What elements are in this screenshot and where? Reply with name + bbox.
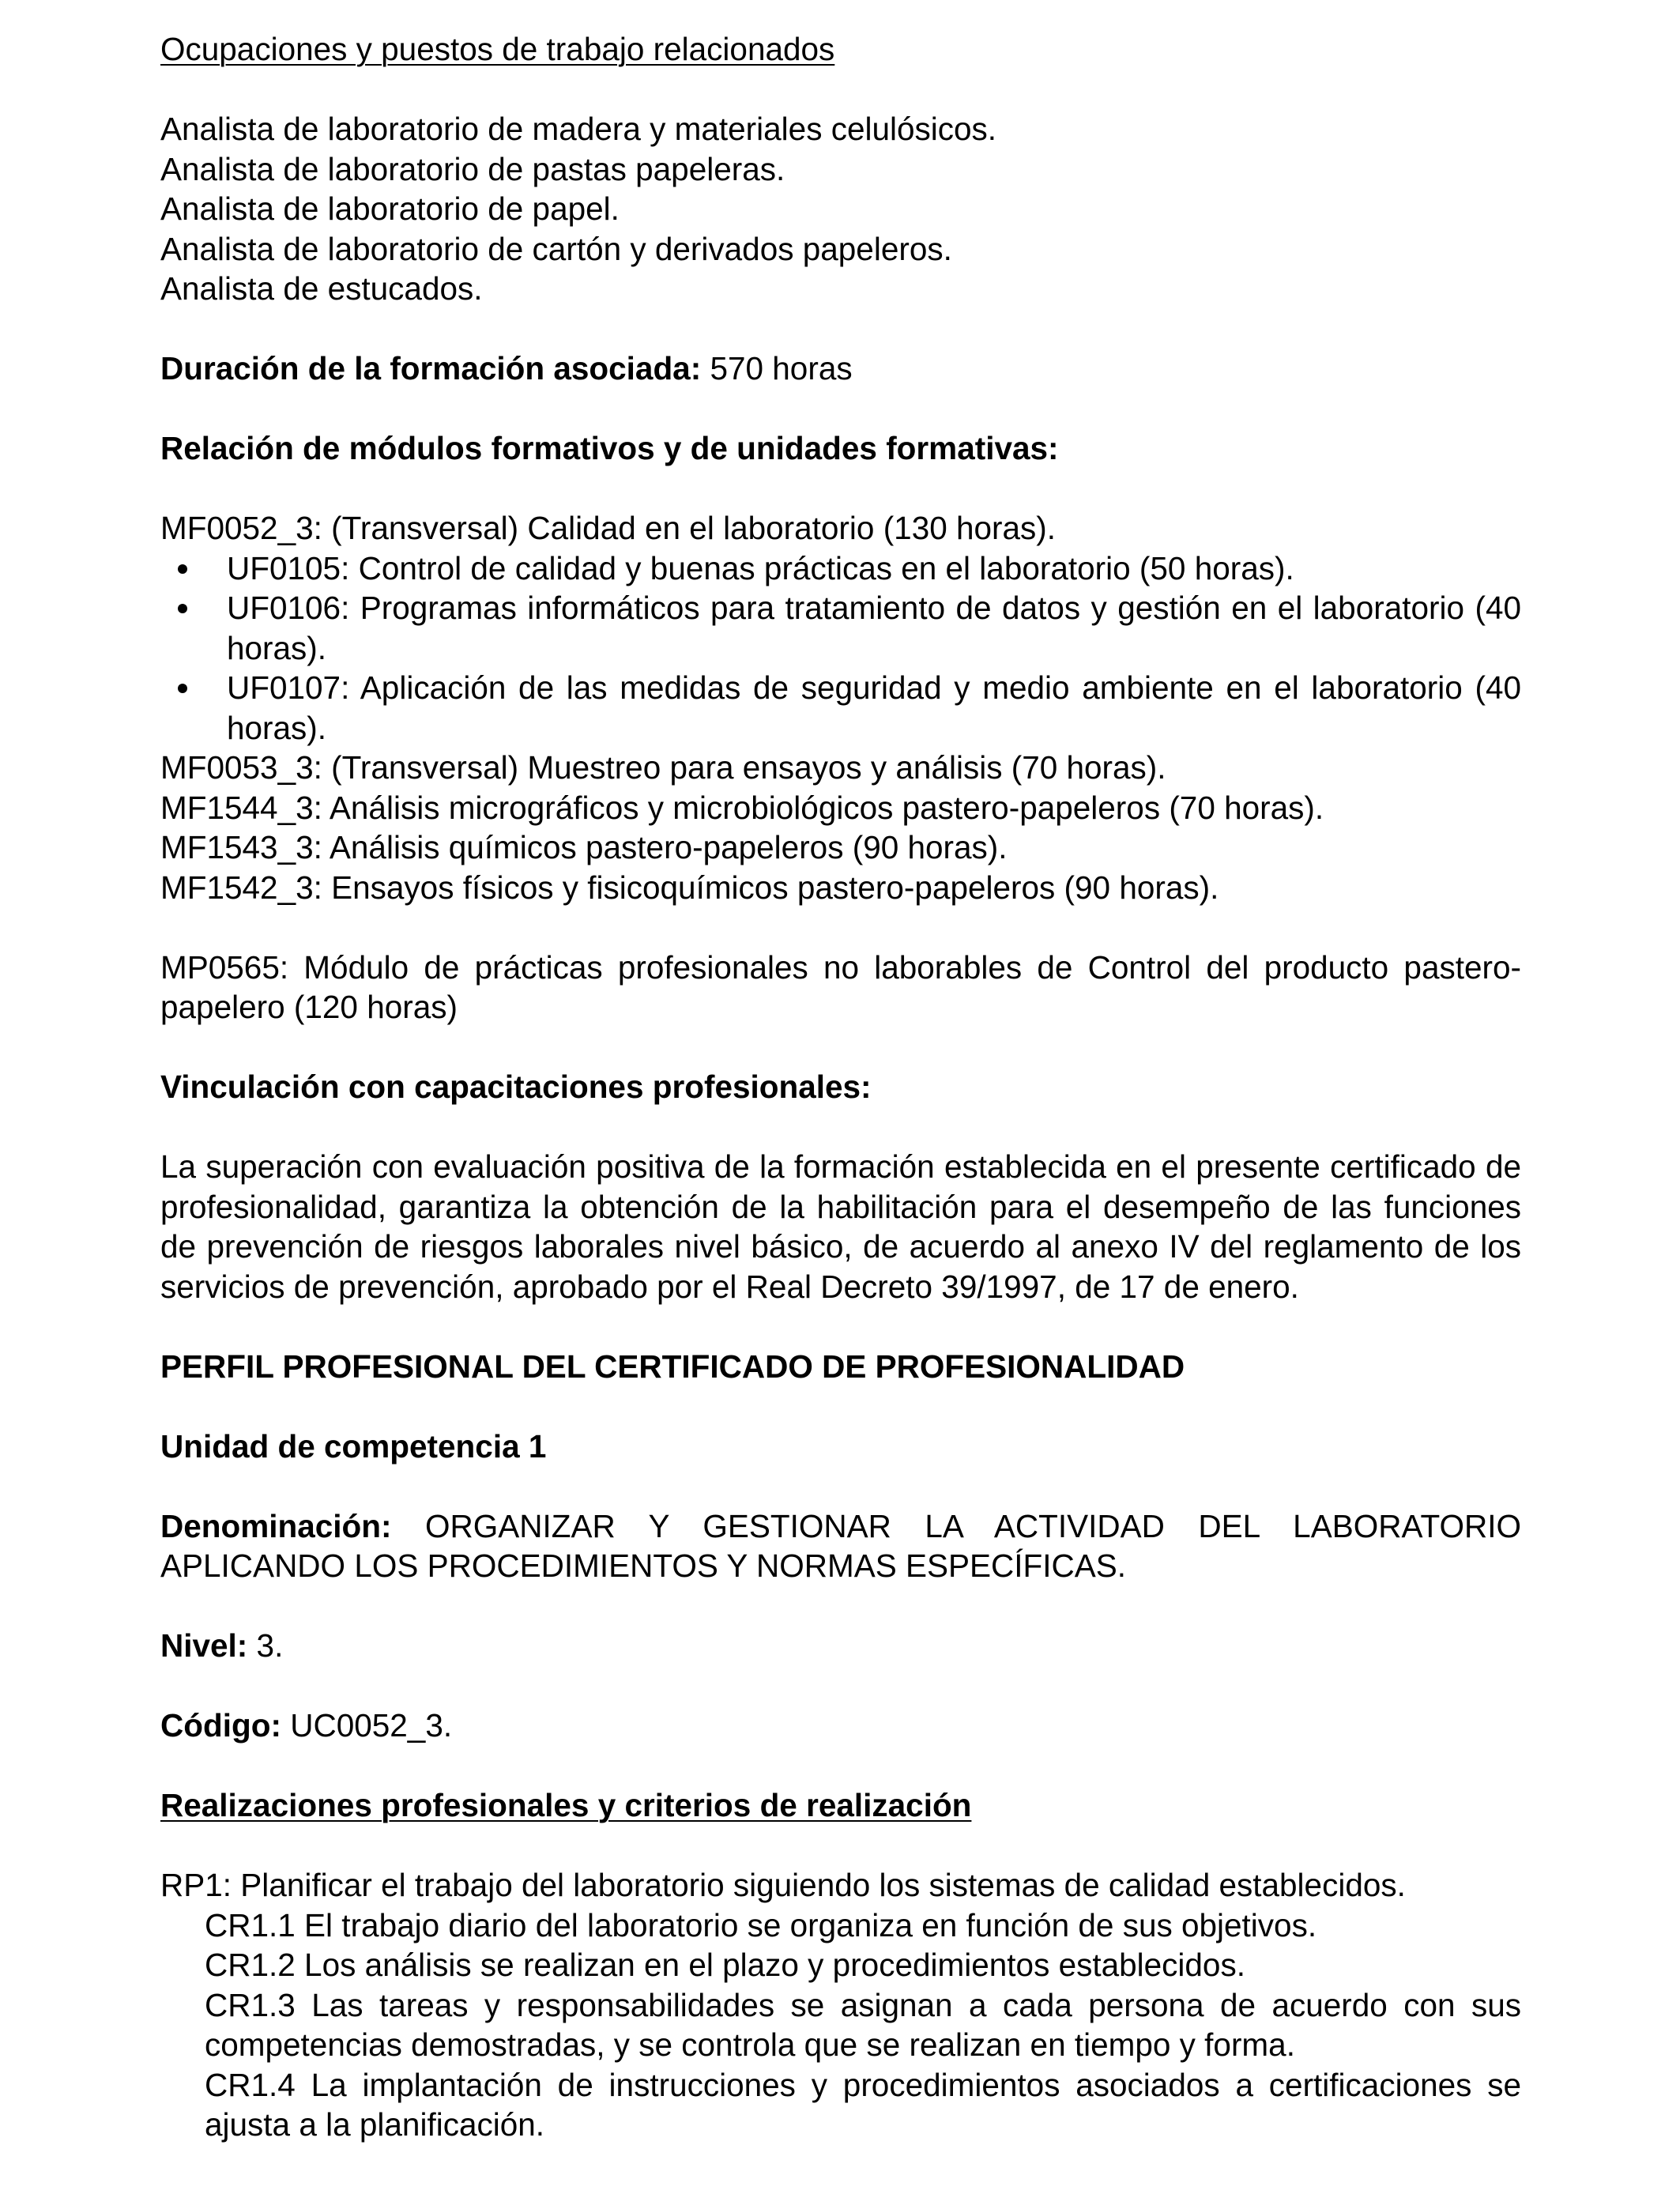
duration-value: 570 horas [701,350,853,386]
denomination-label: Denominación: [160,1507,392,1544]
denomination-value: ORGANIZAR Y GESTIONAR LA ACTIVIDAD DEL LABORATORIO APLICANDO LOS PROCEDIMIENTOS Y NORMAS ESPECÍFICAS. [160,1507,1521,1584]
rp1-text: RP1: Planificar el trabajo del laboratorio siguiendo los sistemas de calidad establecidos. [160,1867,1406,1903]
module-mf0052: MF0052_3: (Transversal) Calidad en el laboratorio (130 horas). [160,510,1057,546]
duration-line [160,349,1521,389]
denomination-line [160,1506,1521,1586]
units-list [160,548,1521,748]
realizations-heading: Realizaciones profesionales y criterios de realización [160,1787,972,1823]
document-page [160,29,1521,2145]
module-item: MF1544_3: Análisis micrográficos y microbiológicos pastero-papeleros (70 horas). [160,789,1324,826]
module-item: MF1542_3: Ensayos físicos y fisicoquímicos pastero-papeleros (90 horas). [160,869,1219,906]
linkage-text: La superación con evaluación positiva de la formación establecida en el presente certificado de profesionalidad, garantiza la obtención de la habilitación para el desempeño de las funciones de prevención de riesgos laborales nivel básico, de acuerdo al anexo IV del reglamento de los servicios de prevención, aprobado por el Real Decreto 39/1997, de 17 de enero. [160,1148,1521,1305]
criterion-item: CR1.2 Los análisis se realizan en el plazo y procedimientos establecidos. [205,1947,1245,1983]
modules-heading: Relación de módulos formativos y de unidades formativas: [160,430,1059,466]
code-label: Código: [160,1707,281,1744]
level-line [160,1626,1521,1666]
bullet-icon [178,564,187,574]
module-item: MF1543_3: Análisis químicos pastero-papeleros (90 horas). [160,829,1008,865]
occupation-item: Analista de laboratorio de cartón y derivados papeleros. [160,230,952,267]
unit-item [160,668,1521,748]
unit-item [160,548,1521,589]
bullet-icon [178,604,187,613]
occupation-item: Analista de laboratorio de madera y materiales celulósicos. [160,111,997,147]
occupation-item: Analista de laboratorio de pastas papeleras. [160,150,785,187]
occupation-item: Analista de estucados. [160,270,483,307]
unit-text: UF0106: Programas informáticos para tratamiento de datos y gestión en el laboratorio (40 horas). [227,590,1521,666]
occupation-item: Analista de laboratorio de papel. [160,190,620,227]
profile-heading: PERFIL PROFESIONAL DEL CERTIFICADO DE PROFESIONALIDAD [160,1348,1185,1385]
code-line [160,1706,1521,1746]
duration-label: Duración de la formación asociada: [160,350,702,386]
practice-module: MP0565: Módulo de prácticas profesionales no laborables de Control del producto pastero-papelero (120 horas) [160,948,1521,1025]
level-value: 3. [247,1627,284,1664]
occupations-heading: Ocupaciones y puestos de trabajo relacionados [160,31,835,67]
unit-item [160,588,1521,668]
criterion-item: CR1.4 La implantación de instrucciones y procedimientos asociados a certificaciones se ajusta a la planificación. [205,2066,1521,2143]
module-item: MF0053_3: (Transversal) Muestreo para ensayos y análisis (70 horas). [160,749,1166,786]
linkage-heading: Vinculación con capacitaciones profesionales: [160,1069,872,1105]
occupations-list [160,109,1521,309]
code-value: UC0052_3. [281,1707,453,1744]
level-label: Nivel: [160,1627,248,1664]
unit-text: UF0105: Control de calidad y buenas prácticas en el laboratorio (50 horas). [227,549,1294,586]
criterion-item: CR1.1 El trabajo diario del laboratorio se organiza en función de sus objetivos. [205,1906,1317,1943]
unit-competence-heading: Unidad de competencia 1 [160,1427,547,1465]
unit-text: UF0107: Aplicación de las medidas de seguridad y medio ambiente en el laboratorio (40 horas). [227,669,1521,746]
bullet-icon [178,684,187,693]
criterion-item: CR1.3 Las tareas y responsabilidades se asignan a cada persona de acuerdo con sus competencias demostradas, y se controla que se realizan en tiempo y forma. [205,1986,1521,2063]
